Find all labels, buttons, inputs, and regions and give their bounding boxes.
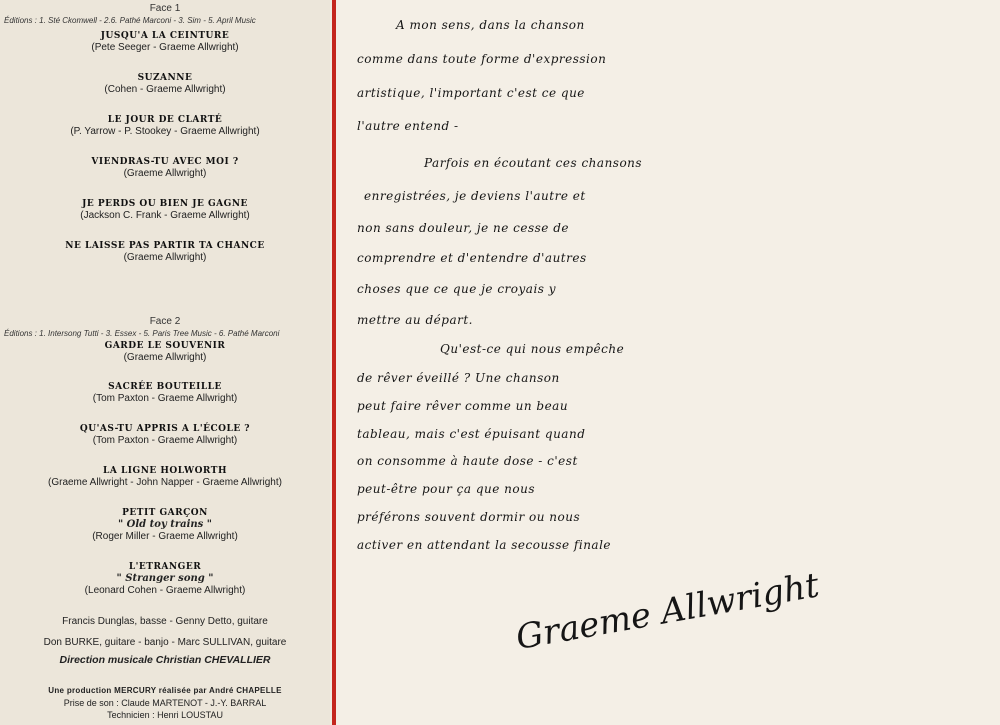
track [0, 466, 330, 488]
letter-line: préférons souvent dormir ou nous [357, 510, 581, 524]
track [0, 115, 330, 137]
track [0, 562, 330, 596]
track-subtitle: " Old toy trains " [117, 519, 212, 530]
handwritten-signature: Graeme Allwright [513, 565, 823, 658]
face1-label: Face 1 [149, 3, 181, 14]
letter-line: choses que ce que je croyais y [357, 282, 557, 296]
letter-line: non sans douleur, je ne cesse de [357, 221, 569, 235]
track-title: L'ETRANGER [128, 562, 202, 572]
track [0, 241, 330, 263]
track [0, 199, 330, 221]
production-credit: Une production MERCURY réalisée par André CHAPELLE [48, 686, 282, 695]
letter-line: comprendre et d'entendre d'autres [357, 251, 587, 265]
letter-line: artistique, l'important c'est ce que [357, 86, 585, 100]
face1-editions: Éditions : 1. Sté Ckomwell - 2.6. Pathé Marconi - 3. Sim - 5. April Music [4, 16, 256, 25]
track-title: SACRÉE BOUTEILLE [108, 382, 222, 392]
track [0, 157, 330, 179]
letter-line: Parfois en écoutant ces chansons [424, 156, 643, 170]
track-title: NE LAISSE PAS PARTIR TA CHANCE [65, 241, 265, 251]
track-title: QU'AS-TU APPRIS A L'ÉCOLE ? [79, 424, 251, 434]
letter-line: l'autre entend - [357, 119, 459, 133]
track [0, 382, 330, 404]
track-credit: (Graeme Allwright - John Napper - Graeme Allwright) [48, 477, 282, 488]
track-title: PETIT GARÇON [122, 508, 208, 518]
letter-line: peut-être pour ça que nous [357, 482, 536, 496]
track-credit: (Cohen - Graeme Allwright) [104, 84, 226, 95]
track [0, 508, 330, 542]
track-credit: (Tom Paxton - Graeme Allwright) [92, 393, 238, 404]
track-title: LA LIGNE HOLWORTH [103, 466, 227, 476]
music-direction: Direction musicale Christian CHEVALLIER [59, 654, 271, 666]
track-credit: (Jackson C. Frank - Graeme Allwright) [80, 210, 250, 221]
track [0, 73, 330, 95]
musicians-line: Don BURKE, guitare - banjo - Marc SULLIVAN, guitare [43, 637, 287, 648]
letter-line: de rêver éveillé ? Une chanson [357, 371, 560, 385]
track-credit: (Graeme Allwright) [123, 252, 207, 263]
track-title: LE JOUR DE CLARTÉ [107, 115, 223, 125]
letter-line: Qu'est-ce qui nous empêche [440, 342, 625, 356]
track-title: JUSQU'A LA CEINTURE [100, 31, 230, 41]
track-credit: (Leonard Cohen - Graeme Allwright) [84, 585, 246, 596]
track [0, 31, 330, 53]
face2-label: Face 2 [149, 316, 181, 327]
face2-editions: Éditions : 1. Intersong Tutti - 3. Essex - 5. Paris Tree Music - 6. Pathé Marconi [4, 329, 280, 338]
letter-line: activer en attendant la secousse finale [357, 538, 612, 552]
track-title: SUZANNE [137, 73, 193, 83]
track [0, 424, 330, 446]
track-credit: (Tom Paxton - Graeme Allwright) [92, 435, 238, 446]
letter-line: tableau, mais c'est épuisant quand [357, 427, 586, 441]
track-subtitle: " Stranger song " [116, 573, 214, 584]
track-credit: (Graeme Allwright) [123, 168, 207, 179]
track-title: VIENDRAS-TU AVEC MOI ? [91, 157, 239, 167]
track-credit: (Graeme Allwright) [123, 352, 207, 363]
letter-line: mettre au départ. [357, 313, 473, 327]
letter-line: on consomme à haute dose - c'est [357, 454, 578, 468]
track-title: JE PERDS OU BIEN JE GAGNE [82, 199, 248, 209]
letter-line: enregistrées, je deviens l'autre et [364, 189, 586, 203]
musicians-line: Francis Dunglas, basse - Genny Detto, guitare [62, 616, 268, 627]
track-credit: (P. Yarrow - P. Stookey - Graeme Allwright) [70, 126, 260, 137]
track-title: GARDE LE SOUVENIR [104, 341, 226, 351]
track-credit: (Roger Miller - Graeme Allwright) [92, 531, 238, 542]
sound-credit: Prise de son : Claude MARTENOT - J.-Y. BARRAL [63, 698, 267, 708]
track-credit: (Pete Seeger - Graeme Allwright) [91, 42, 239, 53]
technician-credit: Technicien : Henri LOUSTAU [107, 710, 223, 720]
tracklist-panel [0, 0, 330, 725]
letter-line: peut faire rêver comme un beau [357, 399, 569, 413]
track [0, 341, 330, 363]
letter-line: A mon sens, dans la chanson [396, 18, 585, 32]
letter-line: comme dans toute forme d'expression [357, 52, 607, 66]
